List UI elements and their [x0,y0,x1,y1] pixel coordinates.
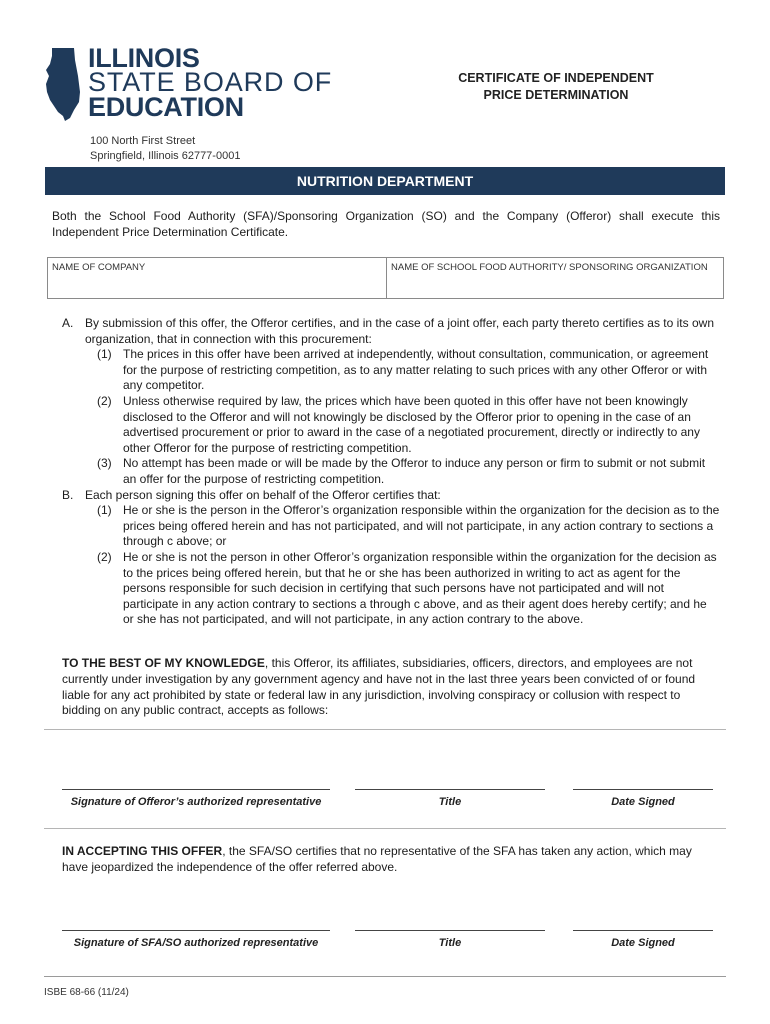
isbe-logo [44,43,333,122]
clause-a [60,316,720,347]
logo-text-state-board: STATE BOARD OF [88,67,333,97]
clause-b1-number: (1) [97,503,112,518]
certificate-title-line2: PRICE DETERMINATION [483,88,629,102]
certification-clauses [60,316,720,628]
form-number: ISBE 68-66 (11/24) [44,987,129,998]
clause-a1 [60,347,720,394]
name-fields-box [47,257,724,299]
sfa-date-line[interactable] [573,930,713,931]
knowledge-statement [62,656,710,719]
knowledge-lead: TO THE BEST OF MY KNOWLEDGE [62,656,265,670]
sfa-title-line[interactable] [355,930,545,931]
clause-a2 [60,394,720,456]
clause-b1-text: He or she is the person in the Offeror’s organization responsible within the organization for the decision as to the prices being offered herein and has not participated, and will not participate, in any action contrary to sections a through c above; or [123,503,720,549]
intro-paragraph: Both the School Food Authority (SFA)/Sponsoring Organization (SO) and the Company (Offeror) shall execute this Independent Price Determination Certificate. [52,209,720,239]
sfa-name-field[interactable] [388,274,723,298]
section-divider-2 [44,828,726,829]
clause-a2-number: (2) [97,393,112,408]
logo-text-education: EDUCATION [88,92,244,122]
address-block [90,134,240,164]
clause-b-number: B. [62,487,74,502]
clause-b2-number: (2) [97,549,112,564]
offeror-signature-line[interactable] [62,789,330,790]
clause-a3-text: No attempt has been made or will be made by the Offeror to induce any person or firm to submit or not submit an offer for the purpose of restricting competition. [123,456,706,486]
department-banner: NUTRITION DEPARTMENT [45,167,725,195]
clause-b2-text: He or she is not the person in other Offeror’s organization responsible within the organization for the decision as to the prices being offered herein, but that he or she has been authorized in writing to act as agent for the persons responsible for such decision in certifying that such persons have not participated and will not participate in any action contrary to sections a through c above, and as their agent does hereby certify; and he or she has not participated, and will not participate, in any action contrary to the above. [123,549,717,627]
name-box-divider [386,258,387,298]
clause-b [60,488,720,504]
clause-a-text: By submission of this offer, the Offeror certifies, and in the case of a joint offer, each party thereto certifies as to its own organization, that in connection with this procurement: [85,316,714,346]
clause-b-text: Each person signing this offer on behalf of the Offeror certifies that: [85,487,441,502]
address-street: 100 North First Street [90,135,196,147]
sfa-signature-label: Signature of SFA/SO authorized representative [73,937,319,949]
certificate-title [436,70,676,104]
illinois-map-icon [44,46,84,122]
offeror-date-label: Date Signed [611,796,675,808]
offeror-date-line[interactable] [573,789,713,790]
logo-text-illinois: ILLINOIS [88,43,200,73]
company-name-label: NAME OF COMPANY [52,262,146,273]
clause-a3 [60,456,720,487]
sfa-date-label: Date Signed [611,937,675,949]
certificate-title-line1: CERTIFICATE OF INDEPENDENT [458,71,654,85]
clause-b1 [60,503,720,550]
section-divider-1 [44,729,726,730]
offeror-title-label: Title [438,796,462,808]
clause-a2-text: Unless otherwise required by law, the prices which have been quoted in this offer have not been knowingly disclosed to the Offeror and will not knowingly be disclosed by the Offeror prior to opening in the case of an advertised procurement or prior to award in the case of a negotiated procurement, directly or indirectly to any other Offeror for the purpose of restricting competition. [123,393,700,455]
clause-a1-number: (1) [97,347,112,362]
sfa-name-label: NAME OF SCHOOL FOOD AUTHORITY/ SPONSORING ORGANIZATION [391,262,708,273]
clause-b2 [60,550,720,628]
acceptance-lead: IN ACCEPTING THIS OFFER [62,844,223,858]
acceptance-text: , the SFA/SO certifies that no representative of the SFA has taken any action, which may have jeopardized the independence of the offer referred above. [62,844,692,874]
address-city: Springfield, Illinois 62777-0001 [90,150,241,162]
clause-a-number: A. [62,316,74,330]
offeror-signature-label: Signature of Offeror’s authorized representative [70,796,322,808]
offeror-title-line[interactable] [355,789,545,790]
clause-a3-number: (3) [97,456,112,471]
footer-divider [44,976,726,977]
clause-a1-text: The prices in this offer have been arrived at independently, without consultation, communication, or agreement for the purpose of restricting competition, as to any matter relating to such prices with any other Offeror or with any competitor. [123,347,709,393]
acceptance-statement [62,843,712,875]
company-name-field[interactable] [49,274,385,298]
sfa-signature-line[interactable] [62,930,330,931]
knowledge-text: , this Offeror, its affiliates, subsidiaries, officers, directors, and employees are not currently under investigation by any government agency and have not in the last three years been convicted of or found liable for any act prohibited by state or federal law in any jurisdiction, involving conspiracy or collusion with respect to bidding on any public contract, accepts as follows: [62,656,696,718]
sfa-title-label: Title [438,937,462,949]
